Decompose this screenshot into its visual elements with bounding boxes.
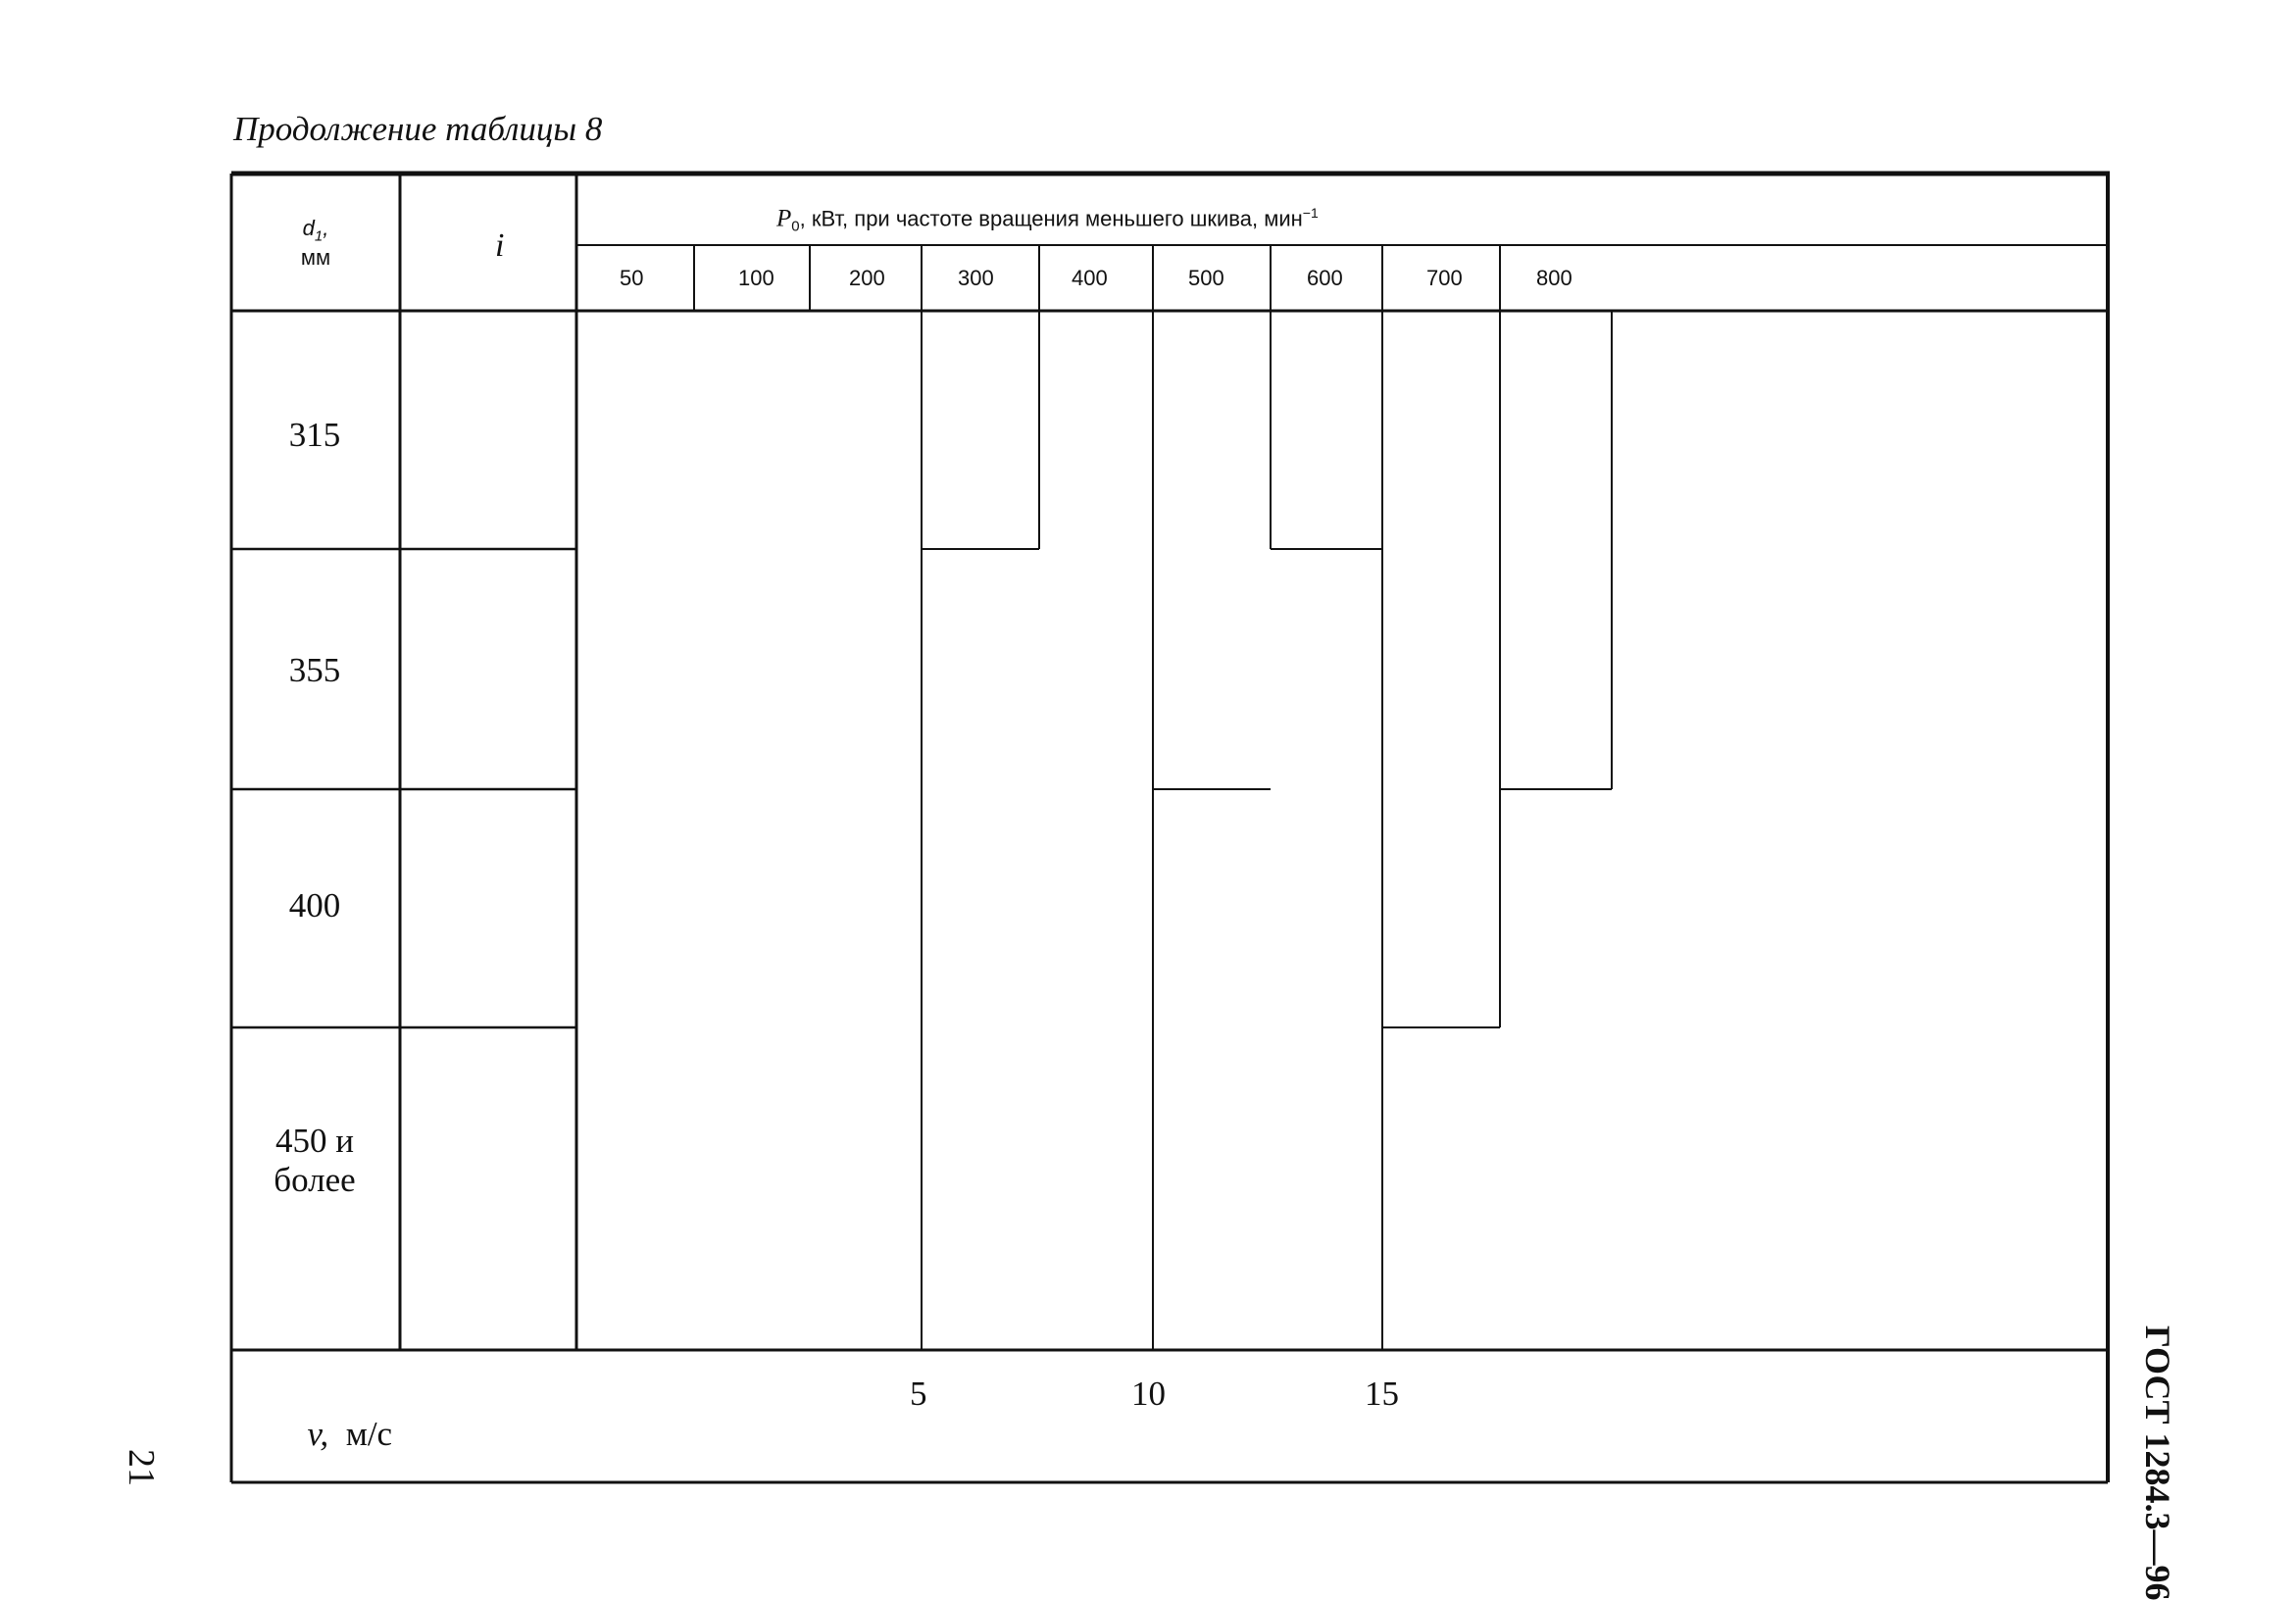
i-header: i (495, 227, 505, 264)
speed-header-700: 700 (1426, 266, 1463, 290)
speed-header-200: 200 (849, 266, 885, 290)
speed-header-50: 50 (620, 266, 644, 290)
page-number: 21 (121, 1449, 162, 1486)
standard-designation: ГОСТ 1284.3—96 (2138, 1325, 2177, 1600)
speed-header-300: 300 (958, 266, 994, 290)
speed-header-800: 800 (1536, 266, 1572, 290)
speed-mark-5: 5 (910, 1375, 927, 1413)
d1-unit: мм (300, 245, 331, 271)
speed-mark-10: 10 (1131, 1375, 1166, 1413)
d1-header (294, 218, 337, 269)
d1-value: 355 (288, 651, 341, 689)
speed-header-400: 400 (1072, 266, 1108, 290)
speed-mark-15: 15 (1365, 1375, 1399, 1413)
d1-value: 400 (288, 886, 341, 925)
table-caption: Продолжение таблицы 8 (233, 110, 603, 148)
speed-header-600: 600 (1307, 266, 1343, 290)
p0-header: $P_0$, кВт, при частоте вращения меньшего шкива, мин$^{-1}$ (776, 205, 1319, 235)
d1-value: 315 (288, 416, 341, 454)
speed-header-500: 500 (1188, 266, 1224, 290)
d1-symbol: $d_1$, (302, 216, 329, 245)
speed-header-100: 100 (738, 266, 774, 290)
d1-value: 450 и более (274, 1122, 356, 1199)
v-label: v, м/с (307, 1414, 393, 1453)
